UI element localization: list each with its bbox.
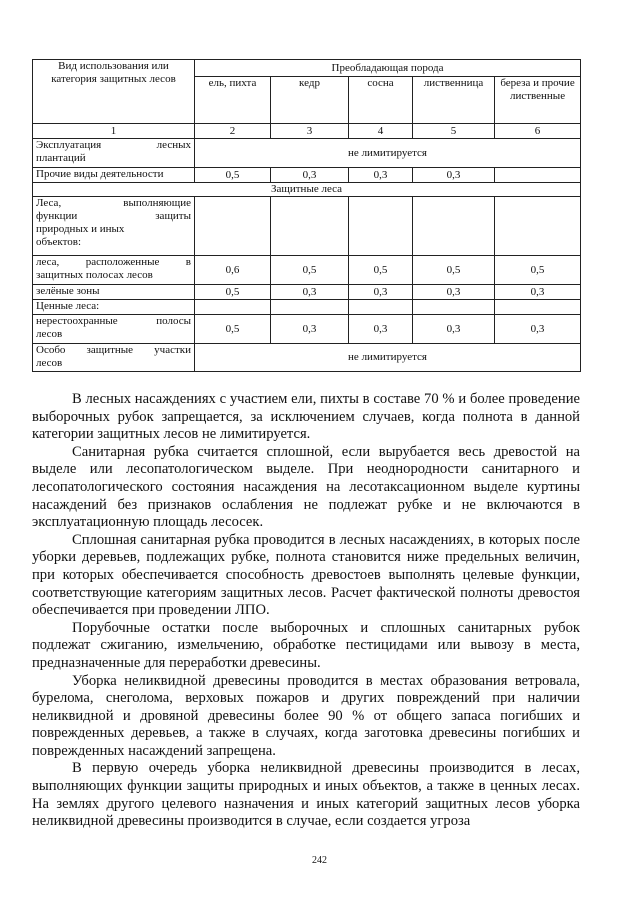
body-text [32, 391, 580, 831]
table-header-row [33, 60, 581, 77]
table-row [33, 300, 581, 315]
empty-cell [495, 197, 581, 256]
empty-cell [195, 300, 271, 315]
value-cell: 0,3 [271, 285, 349, 300]
paragraph: Сплошная санитарная рубка проводится в лесных насаждениях, в которых после уборки деревьев, подлежащих рубке, полнота становится ниже предельных величин, при которых обеспечивается способность древостоев выполнять целевые функции, соответствующие категориям защитных лесов. Расчет фактической полноты древостоя обеспечивается при проведении ЛПО. [32, 531, 580, 619]
row-label: Прочие виды деятельности [33, 168, 195, 183]
value-cell: 0,5 [195, 315, 271, 344]
table-row [33, 285, 581, 300]
row-label [33, 315, 195, 344]
species-header: сосна [349, 77, 413, 124]
row-label: Ценные леса: [33, 300, 195, 315]
value-cell: 0,5 [195, 285, 271, 300]
value-cell: 0,3 [413, 315, 495, 344]
value-cell: 0,3 [349, 168, 413, 183]
table-row [33, 168, 581, 183]
value-cell: 0,5 [271, 256, 349, 285]
empty-cell [349, 300, 413, 315]
row-label-line: нерестоохранные полосы [36, 315, 191, 327]
species-header: кедр [271, 77, 349, 124]
value-cell: 0,3 [495, 315, 581, 344]
column-number: 3 [271, 124, 349, 139]
column-numbers-row [33, 124, 581, 139]
value-cell [495, 168, 581, 183]
column-number: 5 [413, 124, 495, 139]
column-number: 2 [195, 124, 271, 139]
section-title: Защитные леса [33, 183, 581, 197]
paragraph: В первую очередь уборка неликвидной древесины производится в лесах, выполняющих функции защиты природных и иных объектов, а также в ценных лесах. На землях другого целевого назначения и иных категорий защитных лесов уборка неликвидной древесины производится в случае, если создается угроза [32, 760, 580, 830]
paragraph: Санитарная рубка считается сплошной, если вырубается весь древостой на выделе или лесопатологическом выделе. При неоднородности санитарного и лесопатологического состояния насаждения на лесотаксационном выделе куртины насаждений без признаков ослабления не подлежат рубке и не включаются в эксплуатационную площадь лесосек. [32, 443, 580, 531]
row-label [33, 344, 195, 372]
empty-cell [495, 300, 581, 315]
table-row [33, 139, 581, 168]
page-number: 242 [312, 855, 327, 866]
row-label: зелёные зоны [33, 285, 195, 300]
row-label-line: природных и иных [36, 223, 125, 235]
row-label-line: лесов [36, 328, 63, 340]
species-group-header: Преобладающая порода [195, 60, 581, 77]
column-number: 1 [33, 124, 195, 139]
cutting-limits-table [32, 59, 581, 372]
row-label-line: функции защиты [36, 210, 191, 222]
species-header: лиственница [413, 77, 495, 124]
row-label [33, 256, 195, 285]
row-label-line: лесов [36, 357, 63, 369]
column-number: 4 [349, 124, 413, 139]
empty-cell [271, 197, 349, 256]
table-row [33, 315, 581, 344]
value-cell: 0,5 [495, 256, 581, 285]
value-cell: 0,3 [271, 168, 349, 183]
value-cell: 0,5 [349, 256, 413, 285]
value-cell: 0,3 [271, 315, 349, 344]
row-label-line: Леса, выполняющие [36, 197, 191, 209]
paragraph: Порубочные остатки после выборочных и сплошных санитарных рубок подлежат сжиганию, измельчению, обработке пестицидами или вывозу в места, предназначенные для переработки древесины. [32, 619, 580, 671]
empty-cell [271, 300, 349, 315]
table-row [33, 197, 581, 256]
row-label-line: объектов: [36, 236, 82, 248]
value-cell: 0,3 [413, 168, 495, 183]
empty-cell [413, 197, 495, 256]
species-header: ель, пихта [195, 77, 271, 124]
table-row [33, 344, 581, 372]
value-cell: 0,3 [495, 285, 581, 300]
row-label-line: леса, расположенные в [36, 256, 191, 268]
value-cell: 0,3 [413, 285, 495, 300]
row-label-line: плантаций [36, 152, 86, 164]
paragraph: Уборка неликвидной древесины проводится в местах образования ветровала, бурелома, снеголома, верховых пожаров и других повреждений при наличии неликвидной и дровяной древесины более 90 % от общего запаса погибших и поврежденных деревьев, а также в случаях, когда заготовка древесины погибших и поврежденных насаждений запрещена. [32, 672, 580, 759]
row-label-line: защитных полосах лесов [36, 269, 153, 281]
row-label [33, 139, 195, 168]
value-cell: 0,5 [195, 168, 271, 183]
empty-cell [195, 197, 271, 256]
row-label-line: Эксплуатация лесных [36, 139, 191, 151]
merged-value-cell: не лимитируется [195, 139, 581, 168]
value-cell: 0,5 [413, 256, 495, 285]
value-cell: 0,6 [195, 256, 271, 285]
merged-value-cell: не лимитируется [195, 344, 581, 372]
section-row [33, 183, 581, 197]
species-header: береза и прочие лиственные [495, 77, 581, 124]
value-cell: 0,3 [349, 315, 413, 344]
value-cell: 0,3 [349, 285, 413, 300]
row-label [33, 197, 195, 256]
table-row [33, 256, 581, 285]
column-number: 6 [495, 124, 581, 139]
paragraph: В лесных насаждениях с участием ели, пихты в составе 70 % и более проведение выборочных рубок запрещается, за исключением случаев, когда полнота в данной категории защитных лесов не лимитируется. [32, 391, 580, 443]
row-label-line: Особо защитные участки [36, 344, 191, 356]
col1-header: Вид использования или категория защитных лесов [33, 60, 195, 124]
empty-cell [413, 300, 495, 315]
empty-cell [349, 197, 413, 256]
